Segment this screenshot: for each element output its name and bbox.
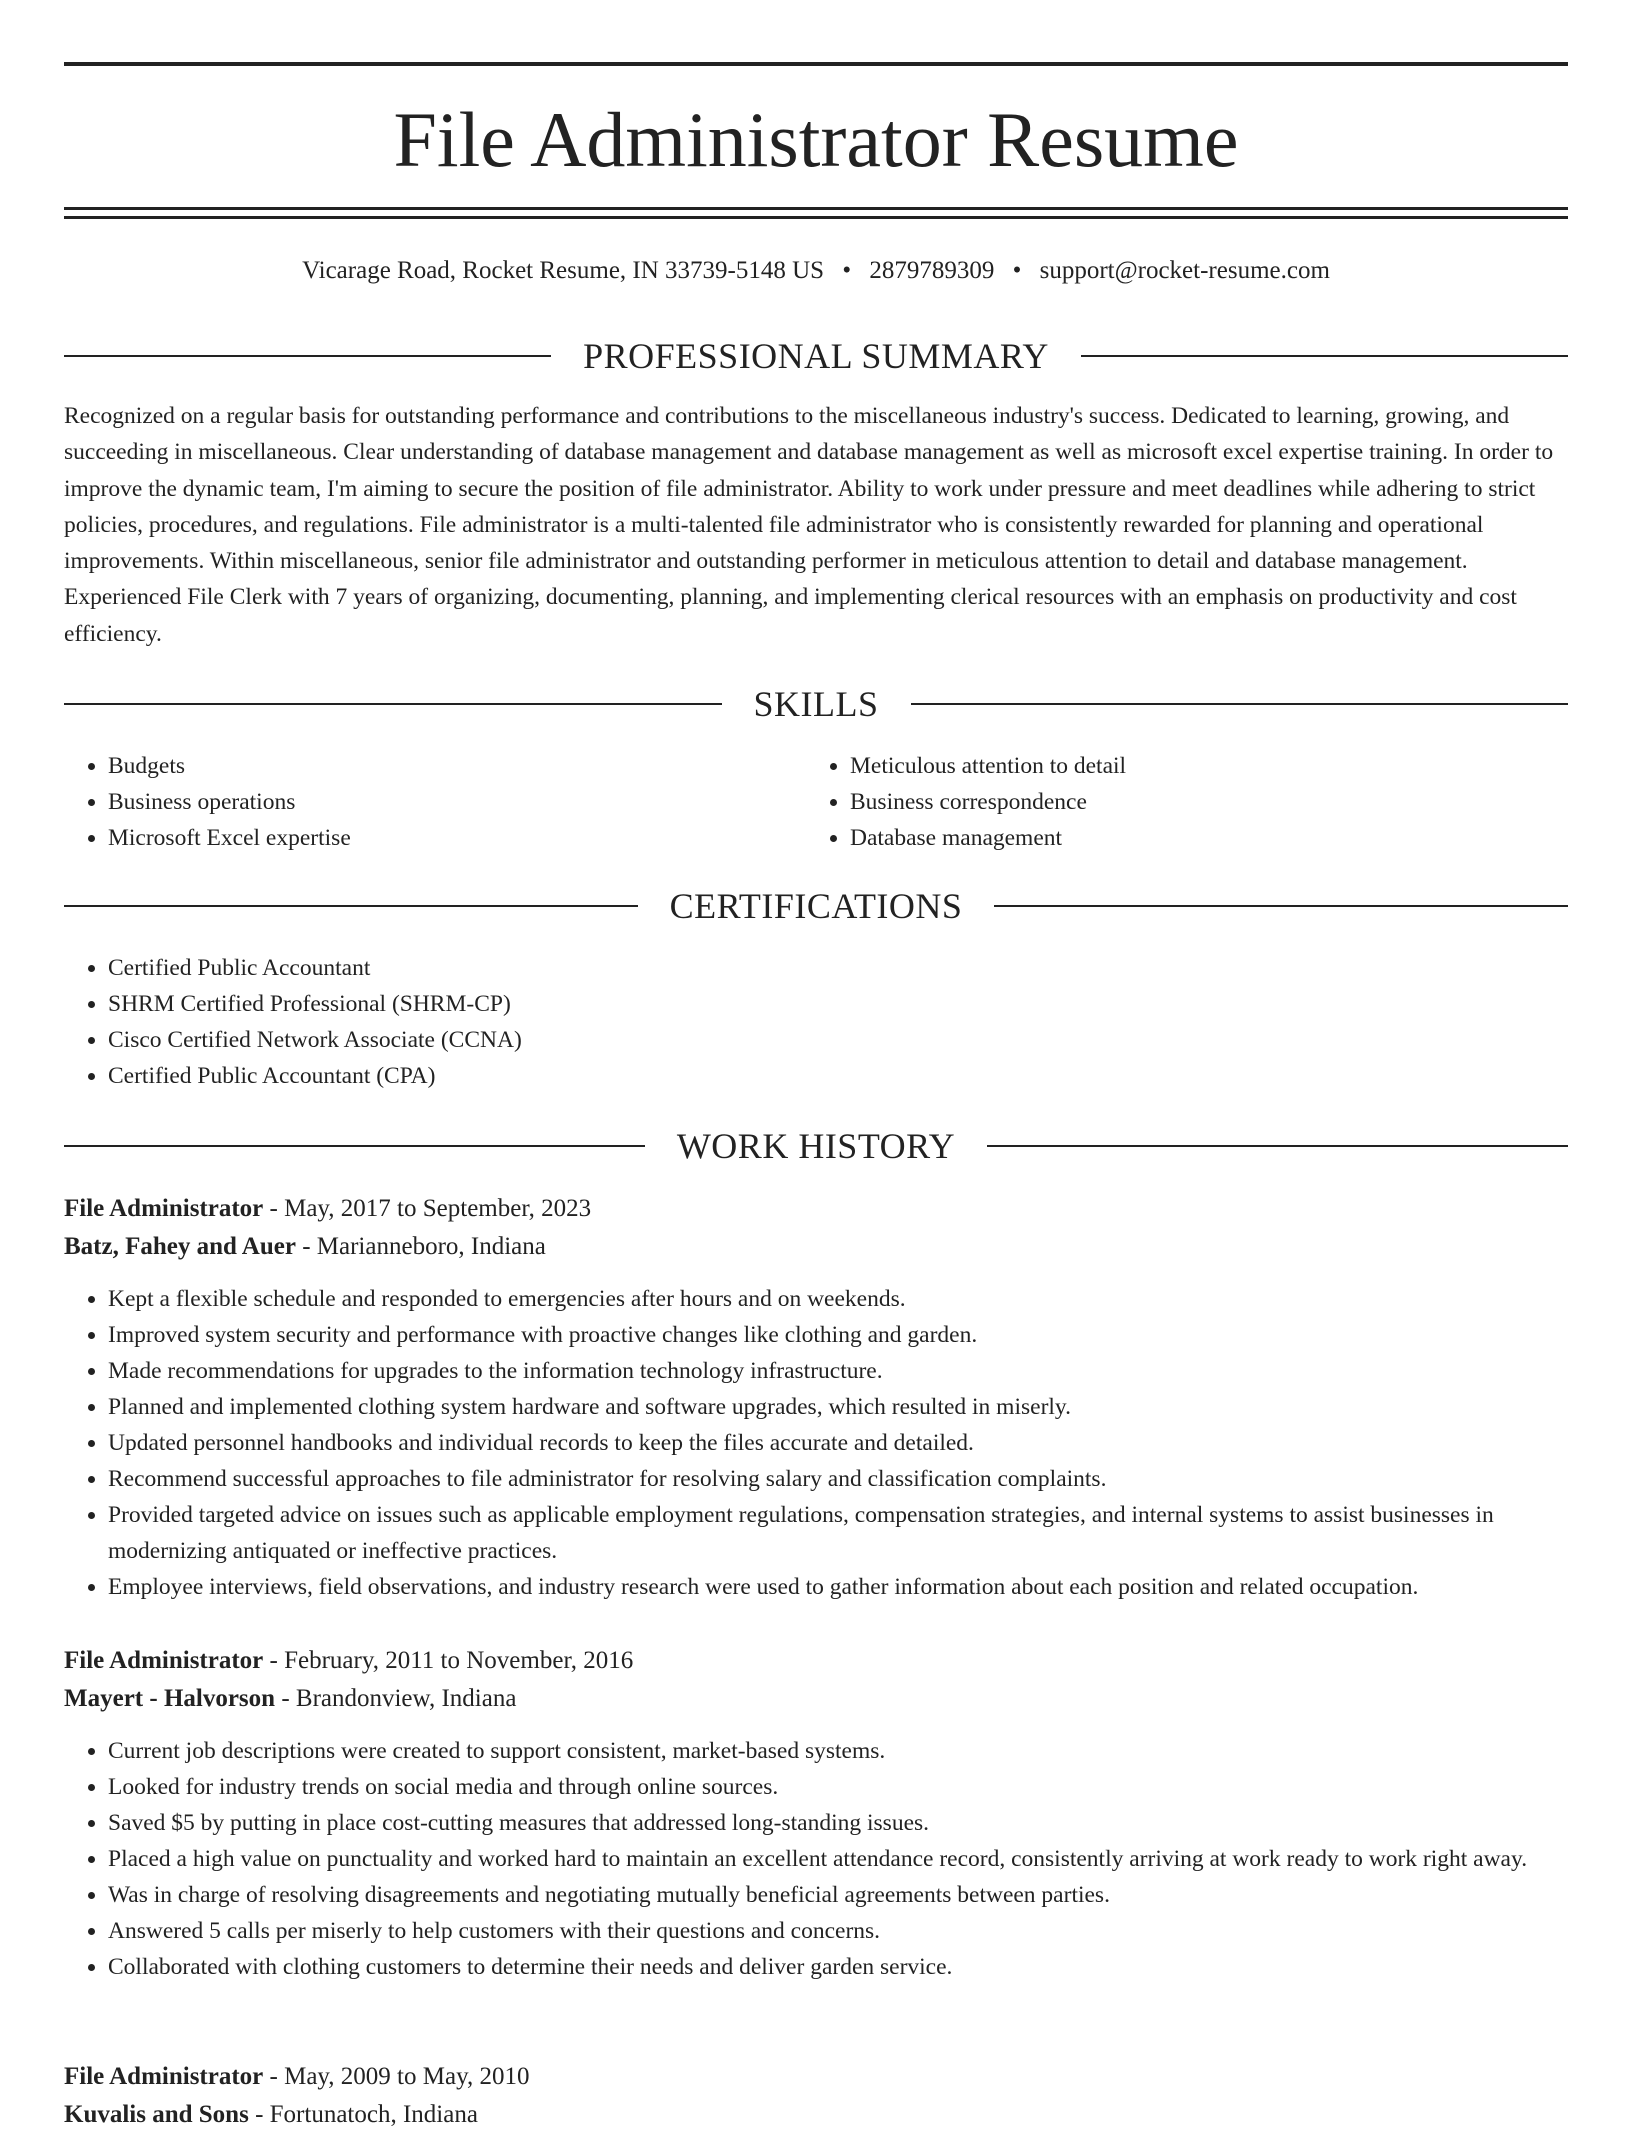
job-company: Batz, Fahey and Auer	[64, 1233, 296, 1260]
job-title-line	[64, 2058, 1568, 2096]
job-title: File Administrator	[64, 1195, 263, 1222]
section-rule-right	[987, 1145, 1568, 1147]
job-duty-item: • Kept a flexible schedule and responded to emergencies after hours and on weekends.	[108, 1281, 1568, 1317]
section-title-work-history: WORK HISTORY	[677, 1126, 955, 1166]
certification-item: • Cisco Certified Network Associate (CCNA)	[108, 1022, 1568, 1058]
job-duty-item: • Current job descriptions were created to support consistent, market-based systems.	[108, 1733, 1568, 1769]
job-title: File Administrator	[64, 2063, 263, 2090]
title-double-rule	[64, 207, 1568, 219]
job-company-line	[64, 1680, 1568, 1718]
skill-item: • Database management	[850, 820, 1548, 856]
certification-item: • Certified Public Accountant	[108, 950, 1568, 986]
job-title: File Administrator	[64, 1647, 263, 1674]
section-rule-right	[994, 905, 1568, 907]
contact-separator: •	[1013, 257, 1022, 284]
skills-list	[64, 748, 1568, 856]
job-duty-item: • Improved system security and performance with proactive changes like clothing and garden.	[108, 1317, 1568, 1353]
job-company-line	[64, 2096, 1568, 2133]
skill-item: • Business correspondence	[850, 784, 1548, 820]
job-entry	[64, 2058, 1568, 2133]
summary-paragraph: Recognized on a regular basis for outstanding performance and contributions to the miscellaneous industry's success. Dedicated to learning, growing, and succeeding in miscellaneous. Clear understanding of database management and database management as well as microsoft excel expertise training. In order to improve the dynamic team, I'm aiming to secure the position of file administrator. Ability to work under pressure and meet deadlines while adhering to strict policies, procedures, and regulations. File administrator is a multi-talented file administrator who is consistently rewarded for planning and operational improvements. Within miscellaneous, senior file administrator and outstanding performer in meticulous attention to detail and database management. Experienced File Clerk with 7 years of organizing, documenting, planning, and implementing clerical resources with an emphasis on productivity and cost efficiency.	[64, 398, 1568, 652]
job-location: - Marianneboro, Indiana	[296, 1233, 546, 1260]
section-rule-left	[64, 1145, 645, 1147]
resume-title: File Administrator Resume	[64, 90, 1568, 190]
skill-item: • Budgets	[108, 748, 806, 784]
job-company-line	[64, 1228, 1568, 1266]
job-duty-item: • Provided targeted advice on issues such as applicable employment regulations, compensation strategies, and internal systems to assist businesses in modernizing antiquated or ineffective practices.	[108, 1497, 1568, 1569]
section-header-summary	[64, 336, 1568, 376]
job-duty-item: • Recommend successful approaches to file administrator for resolving salary and classification complaints.	[108, 1461, 1568, 1497]
certification-item: • Certified Public Accountant (CPA)	[108, 1058, 1568, 1094]
section-header-certifications	[64, 886, 1568, 926]
section-rule-left	[64, 905, 638, 907]
skill-item: • Meticulous attention to detail	[850, 748, 1548, 784]
contact-phone[interactable]: 2879789309	[869, 257, 994, 284]
section-title-certifications: CERTIFICATIONS	[670, 886, 963, 926]
section-rule-left	[64, 703, 722, 705]
skill-item: • Business operations	[108, 784, 806, 820]
job-dates: - February, 2011 to November, 2016	[263, 1647, 633, 1674]
job-duty-item: • Answered 5 calls per miserly to help customers with their questions and concerns.	[108, 1913, 1568, 1949]
job-duty-item: • Was in charge of resolving disagreements and negotiating mutually beneficial agreements between parties.	[108, 1877, 1568, 1913]
job-duties	[64, 1733, 1568, 1985]
job-duty-item: • Employee interviews, field observations, and industry research were used to gather information about each position and related occupation.	[108, 1569, 1568, 1605]
job-duty-item: • Collaborated with clothing customers to determine their needs and deliver garden service.	[108, 1949, 1568, 1985]
section-header-work-history	[64, 1126, 1568, 1166]
contact-separator: •	[842, 257, 851, 284]
job-duty-item: • Looked for industry trends on social media and through online sources.	[108, 1769, 1568, 1805]
job-company: Mayert - Halvorson	[64, 1685, 275, 1712]
section-header-skills	[64, 684, 1568, 724]
skills-column-left	[64, 748, 806, 856]
contact-line	[64, 253, 1568, 289]
contact-address: Vicarage Road, Rocket Resume, IN 33739-5148 US	[302, 257, 824, 284]
job-duty-item: • Saved $5 by putting in place cost-cutting measures that addressed long-standing issues.	[108, 1805, 1568, 1841]
section-rule-right	[1081, 355, 1568, 357]
certifications-list	[64, 950, 1568, 1094]
skill-item: • Microsoft Excel expertise	[108, 820, 806, 856]
job-entry	[64, 1642, 1568, 1985]
section-rule-left	[64, 355, 551, 357]
section-title-summary: PROFESSIONAL SUMMARY	[583, 336, 1049, 376]
job-entry	[64, 1190, 1568, 1605]
job-title-line	[64, 1642, 1568, 1680]
job-dates: - May, 2009 to May, 2010	[263, 2063, 529, 2090]
certification-item: • SHRM Certified Professional (SHRM-CP)	[108, 986, 1568, 1022]
section-rule-right	[911, 703, 1569, 705]
job-location: - Fortunatoch, Indiana	[249, 2101, 478, 2128]
job-duty-item: • Updated personnel handbooks and individual records to keep the files accurate and detailed.	[108, 1425, 1568, 1461]
job-duty-item: • Planned and implemented clothing system hardware and software upgrades, which resulted in miserly.	[108, 1389, 1568, 1425]
job-duty-item: • Placed a high value on punctuality and worked hard to maintain an excellent attendance record, consistently arriving at work ready to work right away.	[108, 1841, 1568, 1877]
section-title-skills: SKILLS	[754, 684, 879, 724]
job-duties	[64, 1281, 1568, 1605]
skills-column-right	[806, 748, 1548, 856]
job-title-line	[64, 1190, 1568, 1228]
job-location: - Brandonview, Indiana	[275, 1685, 516, 1712]
job-dates: - May, 2017 to September, 2023	[263, 1195, 591, 1222]
job-duty-item: • Made recommendations for upgrades to the information technology infrastructure.	[108, 1353, 1568, 1389]
top-rule	[64, 62, 1568, 66]
job-company: Kuvalis and Sons	[64, 2101, 249, 2128]
contact-email[interactable]: support@rocket-resume.com	[1040, 257, 1330, 284]
